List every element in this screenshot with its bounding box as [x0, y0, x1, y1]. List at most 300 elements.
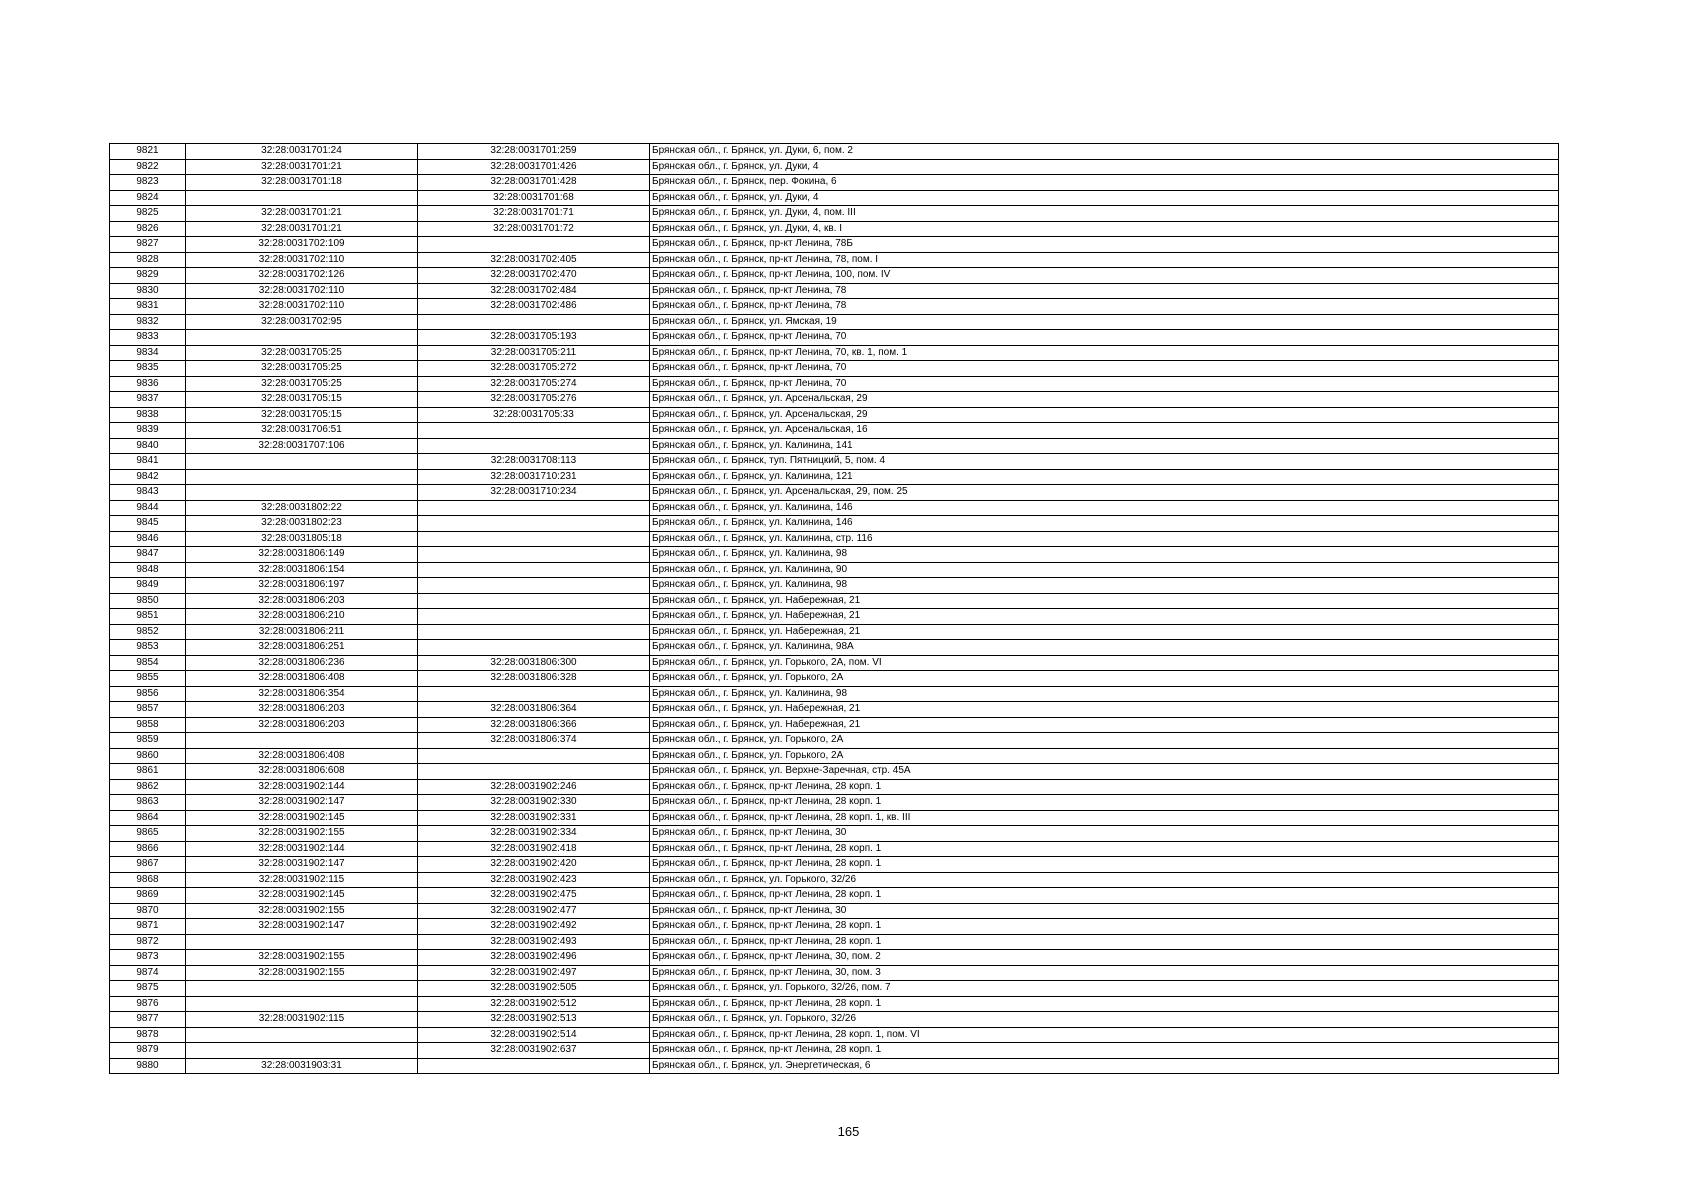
- parent-cadastral-number-cell: 32:28:0031701:21: [186, 159, 418, 175]
- table-row: [110, 965, 1559, 981]
- parent-cadastral-number-cell: 32:28:0031702:95: [186, 314, 418, 330]
- object-cadastral-number-cell: [418, 314, 650, 330]
- parent-cadastral-number-cell: 32:28:0031806:211: [186, 624, 418, 640]
- table-row: [110, 609, 1559, 625]
- address-cell: Брянская обл., г. Брянск, ул. Горького, 32/26: [650, 1012, 1559, 1028]
- parent-cadastral-number-cell: 32:28:0031705:25: [186, 345, 418, 361]
- parent-cadastral-number-cell: [186, 1027, 418, 1043]
- row-number-cell: 9824: [110, 190, 186, 206]
- row-number-cell: 9833: [110, 330, 186, 346]
- object-cadastral-number-cell: 32:28:0031902:423: [418, 872, 650, 888]
- table-row: [110, 469, 1559, 485]
- object-cadastral-number-cell: 32:28:0031902:496: [418, 950, 650, 966]
- row-number-cell: 9879: [110, 1043, 186, 1059]
- address-cell: Брянская обл., г. Брянск, пр-кт Ленина, 28 корп. 1: [650, 1043, 1559, 1059]
- address-cell: Брянская обл., г. Брянск, ул. Калинина, 141: [650, 438, 1559, 454]
- table-row: [110, 810, 1559, 826]
- object-cadastral-number-cell: 32:28:0031806:366: [418, 717, 650, 733]
- parent-cadastral-number-cell: 32:28:0031902:145: [186, 888, 418, 904]
- parent-cadastral-number-cell: 32:28:0031805:18: [186, 531, 418, 547]
- row-number-cell: 9861: [110, 764, 186, 780]
- row-number-cell: 9853: [110, 640, 186, 656]
- object-cadastral-number-cell: 32:28:0031902:418: [418, 841, 650, 857]
- parent-cadastral-number-cell: 32:28:0031701:21: [186, 221, 418, 237]
- object-cadastral-number-cell: 32:28:0031806:328: [418, 671, 650, 687]
- object-cadastral-number-cell: 32:28:0031902:493: [418, 934, 650, 950]
- row-number-cell: 9829: [110, 268, 186, 284]
- registry-table-body: [110, 144, 1559, 1074]
- object-cadastral-number-cell: 32:28:0031902:420: [418, 857, 650, 873]
- row-number-cell: 9834: [110, 345, 186, 361]
- table-row: [110, 671, 1559, 687]
- address-cell: Брянская обл., г. Брянск, пр-кт Ленина, 28 корп. 1: [650, 888, 1559, 904]
- parent-cadastral-number-cell: 32:28:0031806:154: [186, 562, 418, 578]
- table-row: [110, 190, 1559, 206]
- parent-cadastral-number-cell: [186, 469, 418, 485]
- parent-cadastral-number-cell: 32:28:0031902:115: [186, 872, 418, 888]
- table-row: [110, 593, 1559, 609]
- row-number-cell: 9842: [110, 469, 186, 485]
- table-row: [110, 733, 1559, 749]
- table-row: [110, 578, 1559, 594]
- table-row: [110, 516, 1559, 532]
- table-row: [110, 485, 1559, 501]
- address-cell: Брянская обл., г. Брянск, ул. Арсенальская, 16: [650, 423, 1559, 439]
- object-cadastral-number-cell: 32:28:0031902:505: [418, 981, 650, 997]
- row-number-cell: 9854: [110, 655, 186, 671]
- row-number-cell: 9843: [110, 485, 186, 501]
- table-row: [110, 717, 1559, 733]
- table-row: [110, 996, 1559, 1012]
- address-cell: Брянская обл., г. Брянск, пр-кт Ленина, 28 корп. 1: [650, 841, 1559, 857]
- table-row: [110, 345, 1559, 361]
- parent-cadastral-number-cell: 32:28:0031806:203: [186, 717, 418, 733]
- object-cadastral-number-cell: 32:28:0031902:334: [418, 826, 650, 842]
- parent-cadastral-number-cell: [186, 996, 418, 1012]
- table-row: [110, 144, 1559, 160]
- object-cadastral-number-cell: [418, 624, 650, 640]
- object-cadastral-number-cell: 32:28:0031806:374: [418, 733, 650, 749]
- table-row: [110, 361, 1559, 377]
- object-cadastral-number-cell: [418, 237, 650, 253]
- address-cell: Брянская обл., г. Брянск, ул. Ямская, 19: [650, 314, 1559, 330]
- object-cadastral-number-cell: 32:28:0031705:211: [418, 345, 650, 361]
- row-number-cell: 9848: [110, 562, 186, 578]
- address-cell: Брянская обл., г. Брянск, ул. Дуки, 6, пом. 2: [650, 144, 1559, 160]
- row-number-cell: 9828: [110, 252, 186, 268]
- parent-cadastral-number-cell: 32:28:0031806:203: [186, 593, 418, 609]
- row-number-cell: 9857: [110, 702, 186, 718]
- row-number-cell: 9877: [110, 1012, 186, 1028]
- parent-cadastral-number-cell: 32:28:0031806:408: [186, 748, 418, 764]
- object-cadastral-number-cell: 32:28:0031902:475: [418, 888, 650, 904]
- table-row: [110, 779, 1559, 795]
- object-cadastral-number-cell: 32:28:0031708:113: [418, 454, 650, 470]
- parent-cadastral-number-cell: 32:28:0031902:147: [186, 857, 418, 873]
- table-row: [110, 376, 1559, 392]
- object-cadastral-number-cell: 32:28:0031902:514: [418, 1027, 650, 1043]
- object-cadastral-number-cell: 32:28:0031902:246: [418, 779, 650, 795]
- object-cadastral-number-cell: 32:28:0031702:405: [418, 252, 650, 268]
- parent-cadastral-number-cell: 32:28:0031902:144: [186, 841, 418, 857]
- table-row: [110, 841, 1559, 857]
- object-cadastral-number-cell: 32:28:0031902:513: [418, 1012, 650, 1028]
- row-number-cell: 9845: [110, 516, 186, 532]
- table-row: [110, 531, 1559, 547]
- table-row: [110, 454, 1559, 470]
- parent-cadastral-number-cell: 32:28:0031701:24: [186, 144, 418, 160]
- table-row: [110, 1043, 1559, 1059]
- row-number-cell: 9852: [110, 624, 186, 640]
- address-cell: Брянская обл., г. Брянск, пр-кт Ленина, 100, пом. IV: [650, 268, 1559, 284]
- parent-cadastral-number-cell: 32:28:0031802:22: [186, 500, 418, 516]
- table-row: [110, 981, 1559, 997]
- address-cell: Брянская обл., г. Брянск, ул. Набережная, 21: [650, 717, 1559, 733]
- row-number-cell: 9872: [110, 934, 186, 950]
- parent-cadastral-number-cell: 32:28:0031701:21: [186, 206, 418, 222]
- registry-table: [109, 143, 1559, 1074]
- object-cadastral-number-cell: [418, 764, 650, 780]
- object-cadastral-number-cell: 32:28:0031702:470: [418, 268, 650, 284]
- row-number-cell: 9867: [110, 857, 186, 873]
- parent-cadastral-number-cell: 32:28:0031806:203: [186, 702, 418, 718]
- table-row: [110, 702, 1559, 718]
- table-row: [110, 1012, 1559, 1028]
- table-row: [110, 407, 1559, 423]
- parent-cadastral-number-cell: 32:28:0031702:126: [186, 268, 418, 284]
- object-cadastral-number-cell: 32:28:0031902:637: [418, 1043, 650, 1059]
- parent-cadastral-number-cell: 32:28:0031705:15: [186, 392, 418, 408]
- row-number-cell: 9868: [110, 872, 186, 888]
- table-row: [110, 175, 1559, 191]
- object-cadastral-number-cell: 32:28:0031806:364: [418, 702, 650, 718]
- table-row: [110, 857, 1559, 873]
- address-cell: Брянская обл., г. Брянск, пр-кт Ленина, 28 корп. 1: [650, 857, 1559, 873]
- parent-cadastral-number-cell: 32:28:0031806:210: [186, 609, 418, 625]
- row-number-cell: 9831: [110, 299, 186, 315]
- row-number-cell: 9860: [110, 748, 186, 764]
- parent-cadastral-number-cell: 32:28:0031902:144: [186, 779, 418, 795]
- table-row: [110, 919, 1559, 935]
- address-cell: Брянская обл., г. Брянск, ул. Калинина, 98: [650, 578, 1559, 594]
- parent-cadastral-number-cell: 32:28:0031806:197: [186, 578, 418, 594]
- row-number-cell: 9841: [110, 454, 186, 470]
- object-cadastral-number-cell: [418, 531, 650, 547]
- parent-cadastral-number-cell: [186, 733, 418, 749]
- table-row: [110, 221, 1559, 237]
- row-number-cell: 9847: [110, 547, 186, 563]
- address-cell: Брянская обл., г. Брянск, ул. Калинина, 98А: [650, 640, 1559, 656]
- table-row: [110, 299, 1559, 315]
- address-cell: Брянская обл., г. Брянск, ул. Горького, 2А: [650, 733, 1559, 749]
- address-cell: Брянская обл., г. Брянск, ул. Набережная, 21: [650, 593, 1559, 609]
- parent-cadastral-number-cell: [186, 190, 418, 206]
- address-cell: Брянская обл., г. Брянск, ул. Калинина, стр. 116: [650, 531, 1559, 547]
- parent-cadastral-number-cell: [186, 934, 418, 950]
- address-cell: Брянская обл., г. Брянск, пр-кт Ленина, 78: [650, 283, 1559, 299]
- table-row: [110, 547, 1559, 563]
- row-number-cell: 9858: [110, 717, 186, 733]
- object-cadastral-number-cell: 32:28:0031701:72: [418, 221, 650, 237]
- row-number-cell: 9865: [110, 826, 186, 842]
- address-cell: Брянская обл., г. Брянск, пр-кт Ленина, 78: [650, 299, 1559, 315]
- row-number-cell: 9869: [110, 888, 186, 904]
- address-cell: Брянская обл., г. Брянск, пр-кт Ленина, 70: [650, 330, 1559, 346]
- row-number-cell: 9840: [110, 438, 186, 454]
- row-number-cell: 9859: [110, 733, 186, 749]
- address-cell: Брянская обл., г. Брянск, ул. Арсенальская, 29: [650, 407, 1559, 423]
- address-cell: Брянская обл., г. Брянск, ул. Верхне-Заречная, стр. 45А: [650, 764, 1559, 780]
- object-cadastral-number-cell: [418, 438, 650, 454]
- row-number-cell: 9870: [110, 903, 186, 919]
- row-number-cell: 9830: [110, 283, 186, 299]
- row-number-cell: 9836: [110, 376, 186, 392]
- parent-cadastral-number-cell: 32:28:0031702:110: [186, 252, 418, 268]
- parent-cadastral-number-cell: 32:28:0031806:149: [186, 547, 418, 563]
- address-cell: Брянская обл., г. Брянск, пр-кт Ленина, 78Б: [650, 237, 1559, 253]
- row-number-cell: 9866: [110, 841, 186, 857]
- parent-cadastral-number-cell: 32:28:0031902:147: [186, 919, 418, 935]
- address-cell: Брянская обл., г. Брянск, ул. Калинина, 146: [650, 500, 1559, 516]
- address-cell: Брянская обл., г. Брянск, ул. Калинина, 98: [650, 686, 1559, 702]
- address-cell: Брянская обл., г. Брянск, ул. Арсенальская, 29, пом. 25: [650, 485, 1559, 501]
- parent-cadastral-number-cell: 32:28:0031902:155: [186, 826, 418, 842]
- object-cadastral-number-cell: 32:28:0031702:484: [418, 283, 650, 299]
- table-row: [110, 268, 1559, 284]
- table-row: [110, 438, 1559, 454]
- address-cell: Брянская обл., г. Брянск, ул. Калинина, 90: [650, 562, 1559, 578]
- table-row: [110, 686, 1559, 702]
- address-cell: Брянская обл., г. Брянск, ул. Дуки, 4: [650, 159, 1559, 175]
- parent-cadastral-number-cell: 32:28:0031806:236: [186, 655, 418, 671]
- address-cell: Брянская обл., г. Брянск, ул. Энергетическая, 6: [650, 1058, 1559, 1074]
- parent-cadastral-number-cell: 32:28:0031903:31: [186, 1058, 418, 1074]
- address-cell: Брянская обл., г. Брянск, пр-кт Ленина, 70: [650, 376, 1559, 392]
- table-row: [110, 562, 1559, 578]
- row-number-cell: 9871: [110, 919, 186, 935]
- row-number-cell: 9822: [110, 159, 186, 175]
- address-cell: Брянская обл., г. Брянск, ул. Горького, 32/26: [650, 872, 1559, 888]
- row-number-cell: 9876: [110, 996, 186, 1012]
- row-number-cell: 9835: [110, 361, 186, 377]
- object-cadastral-number-cell: 32:28:0031806:300: [418, 655, 650, 671]
- object-cadastral-number-cell: [418, 1058, 650, 1074]
- table-row: [110, 888, 1559, 904]
- table-row: [110, 764, 1559, 780]
- object-cadastral-number-cell: [418, 686, 650, 702]
- object-cadastral-number-cell: 32:28:0031705:33: [418, 407, 650, 423]
- table-row: [110, 206, 1559, 222]
- object-cadastral-number-cell: 32:28:0031710:231: [418, 469, 650, 485]
- address-cell: Брянская обл., г. Брянск, ул. Горького, 2А: [650, 671, 1559, 687]
- parent-cadastral-number-cell: 32:28:0031702:110: [186, 283, 418, 299]
- parent-cadastral-number-cell: 32:28:0031806:408: [186, 671, 418, 687]
- object-cadastral-number-cell: 32:28:0031705:193: [418, 330, 650, 346]
- object-cadastral-number-cell: 32:28:0031902:512: [418, 996, 650, 1012]
- object-cadastral-number-cell: 32:28:0031701:259: [418, 144, 650, 160]
- table-row: [110, 252, 1559, 268]
- table-row: [110, 826, 1559, 842]
- address-cell: Брянская обл., г. Брянск, пр-кт Ленина, 30, пом. 3: [650, 965, 1559, 981]
- parent-cadastral-number-cell: 32:28:0031706:51: [186, 423, 418, 439]
- row-number-cell: 9846: [110, 531, 186, 547]
- object-cadastral-number-cell: 32:28:0031702:486: [418, 299, 650, 315]
- parent-cadastral-number-cell: [186, 330, 418, 346]
- table-row: [110, 903, 1559, 919]
- address-cell: Брянская обл., г. Брянск, ул. Дуки, 4: [650, 190, 1559, 206]
- address-cell: Брянская обл., г. Брянск, ул. Калинина, 146: [650, 516, 1559, 532]
- address-cell: Брянская обл., г. Брянск, пр-кт Ленина, 70: [650, 361, 1559, 377]
- row-number-cell: 9864: [110, 810, 186, 826]
- parent-cadastral-number-cell: 32:28:0031902:145: [186, 810, 418, 826]
- row-number-cell: 9856: [110, 686, 186, 702]
- table-row: [110, 500, 1559, 516]
- address-cell: Брянская обл., г. Брянск, пр-кт Ленина, 30: [650, 903, 1559, 919]
- address-cell: Брянская обл., г. Брянск, пр-кт Ленина, 78, пом. I: [650, 252, 1559, 268]
- table-row: [110, 872, 1559, 888]
- object-cadastral-number-cell: 32:28:0031902:331: [418, 810, 650, 826]
- object-cadastral-number-cell: 32:28:0031902:330: [418, 795, 650, 811]
- address-cell: Брянская обл., г. Брянск, ул. Набережная, 21: [650, 609, 1559, 625]
- object-cadastral-number-cell: [418, 500, 650, 516]
- address-cell: Брянская обл., г. Брянск, ул. Калинина, 98: [650, 547, 1559, 563]
- parent-cadastral-number-cell: 32:28:0031806:354: [186, 686, 418, 702]
- parent-cadastral-number-cell: [186, 454, 418, 470]
- parent-cadastral-number-cell: 32:28:0031806:251: [186, 640, 418, 656]
- parent-cadastral-number-cell: 32:28:0031705:25: [186, 361, 418, 377]
- object-cadastral-number-cell: [418, 640, 650, 656]
- object-cadastral-number-cell: 32:28:0031902:492: [418, 919, 650, 935]
- address-cell: Брянская обл., г. Брянск, пр-кт Ленина, 28 корп. 1: [650, 779, 1559, 795]
- row-number-cell: 9850: [110, 593, 186, 609]
- table-row: [110, 1027, 1559, 1043]
- table-row: [110, 1058, 1559, 1074]
- parent-cadastral-number-cell: 32:28:0031902:155: [186, 965, 418, 981]
- table-row: [110, 624, 1559, 640]
- table-row: [110, 237, 1559, 253]
- address-cell: Брянская обл., г. Брянск, пр-кт Ленина, 28 корп. 1, пом. VI: [650, 1027, 1559, 1043]
- address-cell: Брянская обл., г. Брянск, пр-кт Ленина, 30: [650, 826, 1559, 842]
- object-cadastral-number-cell: [418, 609, 650, 625]
- table-row: [110, 283, 1559, 299]
- table-row: [110, 640, 1559, 656]
- table-row: [110, 934, 1559, 950]
- parent-cadastral-number-cell: 32:28:0031707:106: [186, 438, 418, 454]
- parent-cadastral-number-cell: 32:28:0031806:608: [186, 764, 418, 780]
- object-cadastral-number-cell: [418, 547, 650, 563]
- parent-cadastral-number-cell: 32:28:0031902:155: [186, 903, 418, 919]
- row-number-cell: 9863: [110, 795, 186, 811]
- object-cadastral-number-cell: [418, 748, 650, 764]
- object-cadastral-number-cell: 32:28:0031701:426: [418, 159, 650, 175]
- table-row: [110, 330, 1559, 346]
- address-cell: Брянская обл., г. Брянск, пр-кт Ленина, 70, кв. 1, пом. 1: [650, 345, 1559, 361]
- parent-cadastral-number-cell: 32:28:0031705:25: [186, 376, 418, 392]
- table-row: [110, 159, 1559, 175]
- row-number-cell: 9827: [110, 237, 186, 253]
- address-cell: Брянская обл., г. Брянск, ул. Горького, 2А: [650, 748, 1559, 764]
- table-row: [110, 423, 1559, 439]
- row-number-cell: 9880: [110, 1058, 186, 1074]
- parent-cadastral-number-cell: [186, 485, 418, 501]
- address-cell: Брянская обл., г. Брянск, пр-кт Ленина, 28 корп. 1: [650, 934, 1559, 950]
- address-cell: Брянская обл., г. Брянск, пр-кт Ленина, 28 корп. 1: [650, 795, 1559, 811]
- object-cadastral-number-cell: 32:28:0031902:497: [418, 965, 650, 981]
- object-cadastral-number-cell: 32:28:0031701:71: [418, 206, 650, 222]
- parent-cadastral-number-cell: 32:28:0031902:147: [186, 795, 418, 811]
- address-cell: Брянская обл., г. Брянск, туп. Пятницкий, 5, пом. 4: [650, 454, 1559, 470]
- row-number-cell: 9873: [110, 950, 186, 966]
- parent-cadastral-number-cell: 32:28:0031702:109: [186, 237, 418, 253]
- row-number-cell: 9875: [110, 981, 186, 997]
- parent-cadastral-number-cell: 32:28:0031701:18: [186, 175, 418, 191]
- row-number-cell: 9838: [110, 407, 186, 423]
- address-cell: Брянская обл., г. Брянск, пр-кт Ленина, 28 корп. 1: [650, 996, 1559, 1012]
- parent-cadastral-number-cell: 32:28:0031702:110: [186, 299, 418, 315]
- row-number-cell: 9825: [110, 206, 186, 222]
- address-cell: Брянская обл., г. Брянск, пр-кт Ленина, 28 корп. 1, кв. III: [650, 810, 1559, 826]
- object-cadastral-number-cell: 32:28:0031701:428: [418, 175, 650, 191]
- row-number-cell: 9851: [110, 609, 186, 625]
- address-cell: Брянская обл., г. Брянск, ул. Набережная, 21: [650, 624, 1559, 640]
- row-number-cell: 9839: [110, 423, 186, 439]
- table-row: [110, 795, 1559, 811]
- row-number-cell: 9821: [110, 144, 186, 160]
- address-cell: Брянская обл., г. Брянск, ул. Дуки, 4, пом. III: [650, 206, 1559, 222]
- parent-cadastral-number-cell: 32:28:0031902:155: [186, 950, 418, 966]
- parent-cadastral-number-cell: 32:28:0031902:115: [186, 1012, 418, 1028]
- row-number-cell: 9844: [110, 500, 186, 516]
- address-cell: Брянская обл., г. Брянск, пр-кт Ленина, 28 корп. 1: [650, 919, 1559, 935]
- row-number-cell: 9855: [110, 671, 186, 687]
- table-row: [110, 748, 1559, 764]
- row-number-cell: 9832: [110, 314, 186, 330]
- row-number-cell: 9837: [110, 392, 186, 408]
- object-cadastral-number-cell: 32:28:0031902:477: [418, 903, 650, 919]
- object-cadastral-number-cell: 32:28:0031705:276: [418, 392, 650, 408]
- object-cadastral-number-cell: [418, 516, 650, 532]
- address-cell: Брянская обл., г. Брянск, ул. Горького, 2А, пом. VI: [650, 655, 1559, 671]
- table-row: [110, 392, 1559, 408]
- object-cadastral-number-cell: 32:28:0031710:234: [418, 485, 650, 501]
- row-number-cell: 9874: [110, 965, 186, 981]
- object-cadastral-number-cell: [418, 578, 650, 594]
- object-cadastral-number-cell: 32:28:0031705:274: [418, 376, 650, 392]
- table-row: [110, 950, 1559, 966]
- address-cell: Брянская обл., г. Брянск, ул. Калинина, 121: [650, 469, 1559, 485]
- object-cadastral-number-cell: [418, 593, 650, 609]
- parent-cadastral-number-cell: [186, 1043, 418, 1059]
- address-cell: Брянская обл., г. Брянск, пер. Фокина, 6: [650, 175, 1559, 191]
- object-cadastral-number-cell: [418, 562, 650, 578]
- address-cell: Брянская обл., г. Брянск, ул. Набережная, 21: [650, 702, 1559, 718]
- row-number-cell: 9878: [110, 1027, 186, 1043]
- table-row: [110, 655, 1559, 671]
- row-number-cell: 9823: [110, 175, 186, 191]
- address-cell: Брянская обл., г. Брянск, ул. Арсенальская, 29: [650, 392, 1559, 408]
- row-number-cell: 9849: [110, 578, 186, 594]
- parent-cadastral-number-cell: 32:28:0031705:15: [186, 407, 418, 423]
- page-number: 165: [837, 1124, 860, 1139]
- row-number-cell: 9862: [110, 779, 186, 795]
- table-row: [110, 314, 1559, 330]
- row-number-cell: 9826: [110, 221, 186, 237]
- parent-cadastral-number-cell: [186, 981, 418, 997]
- address-cell: Брянская обл., г. Брянск, пр-кт Ленина, 30, пом. 2: [650, 950, 1559, 966]
- address-cell: Брянская обл., г. Брянск, ул. Горького, 32/26, пом. 7: [650, 981, 1559, 997]
- object-cadastral-number-cell: 32:28:0031705:272: [418, 361, 650, 377]
- object-cadastral-number-cell: [418, 423, 650, 439]
